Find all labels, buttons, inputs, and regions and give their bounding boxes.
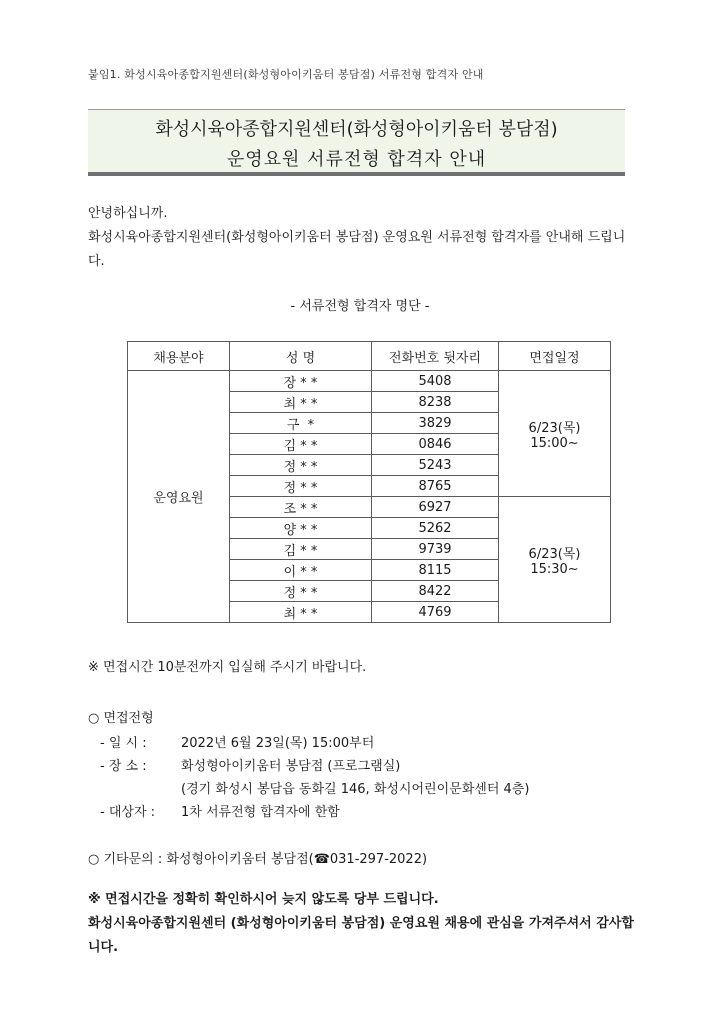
phone-cell: 6927 — [372, 497, 499, 518]
interview-target-value: 1차 서류전형 합격자에 한함 — [181, 805, 340, 820]
name-cell: 양 * * — [230, 518, 372, 539]
phone-cell: 4769 — [372, 602, 499, 623]
phone-cell: 5243 — [372, 455, 499, 476]
schedule-date: 6/23(목) — [528, 420, 581, 436]
phone-cell: 5262 — [372, 518, 499, 539]
intro-greeting: 안녕하십니까. — [88, 206, 168, 221]
closing-warning: ※ 면접시간을 정확히 확인하시어 늦지 않도록 당부 드립니다. — [88, 892, 439, 907]
header-field: 채용분야 — [128, 342, 230, 371]
interview-place-value: 화성형아이키움터 봉담점 (프로그램실) — [181, 759, 401, 774]
schedule-date: 6/23(목) — [528, 546, 581, 562]
phone-cell: 9739 — [372, 539, 499, 560]
name-cell: 장 * * — [230, 371, 372, 392]
phone-cell: 5408 — [372, 371, 499, 392]
document-title-line2: 운영요원 서류전형 합격자 안내 — [226, 149, 487, 170]
name-cell: 정 * * — [230, 476, 372, 497]
header-name: 성 명 — [230, 342, 372, 371]
interview-target-label: - 대상자 : — [100, 805, 156, 820]
name-cell: 정 * * — [230, 455, 372, 476]
attachment-label: 붙임1. 화성시육아종합지원센터(화성형아이키움터 봉담점) 서류전형 합격자 안내 — [88, 68, 484, 81]
schedule-time: 15:00~ — [530, 435, 579, 451]
header-phone: 전화번호 뒷자리 — [372, 342, 499, 371]
interview-place-label: - 장 소 : — [100, 759, 147, 774]
header-schedule: 면접일정 — [499, 342, 611, 371]
name-cell: 조 * * — [230, 497, 372, 518]
name-cell: 구 * — [230, 413, 372, 434]
interview-heading: ○ 면접전형 — [88, 711, 154, 726]
table-row — [128, 371, 611, 392]
phone-cell: 8765 — [372, 476, 499, 497]
name-cell: 최 * * — [230, 602, 372, 623]
contact-info: ○ 기타문의 : 화성형아이키움터 봉담점(☎031-297-2022) — [88, 852, 428, 867]
phone-cell: 8422 — [372, 581, 499, 602]
schedule-cell-1 — [499, 371, 611, 497]
title-box — [88, 109, 625, 176]
name-cell: 정 * * — [230, 581, 372, 602]
phone-cell: 8115 — [372, 560, 499, 581]
closing-thanks: 화성시육아종합지원센터 (화성형아이키움터 봉담점) 운영요원 채용에 관심을 가져주셔서 감사합니다. — [88, 916, 634, 955]
field-cell: 운영요원 — [128, 371, 230, 623]
name-cell: 최 * * — [230, 392, 372, 413]
table-header-row — [128, 342, 611, 371]
name-cell: 김 * * — [230, 539, 372, 560]
list-heading: - 서류전형 합격자 명단 - — [290, 299, 430, 314]
document-title-line1: 화성시육아종합지원센터(화성형아이키움터 봉담점) — [155, 119, 558, 140]
schedule-time: 15:30~ — [530, 561, 579, 577]
name-cell: 이 * * — [230, 560, 372, 581]
phone-cell: 3829 — [372, 413, 499, 434]
phone-cell: 0846 — [372, 434, 499, 455]
name-cell: 김 * * — [230, 434, 372, 455]
intro — [88, 202, 638, 274]
interview-place-address: (경기 화성시 봉담읍 동화길 146, 화성시어린이문화센터 4층) — [181, 782, 530, 797]
arrival-note: ※ 면접시간 10분전까지 입실해 주시기 바랍니다. — [88, 660, 367, 675]
interview-date-value: 2022년 6월 23일(목) 15:00부터 — [181, 736, 375, 751]
interview-date-label: - 일 시 : — [100, 736, 147, 751]
closing — [88, 888, 638, 960]
phone-cell: 8238 — [372, 392, 499, 413]
candidate-table — [127, 341, 611, 623]
schedule-cell-2 — [499, 497, 611, 623]
intro-body: 화성시육아종합지원센터(화성형아이키움터 봉담점) 운영요원 서류전형 합격자를 안내해 드립니다. — [88, 230, 626, 269]
